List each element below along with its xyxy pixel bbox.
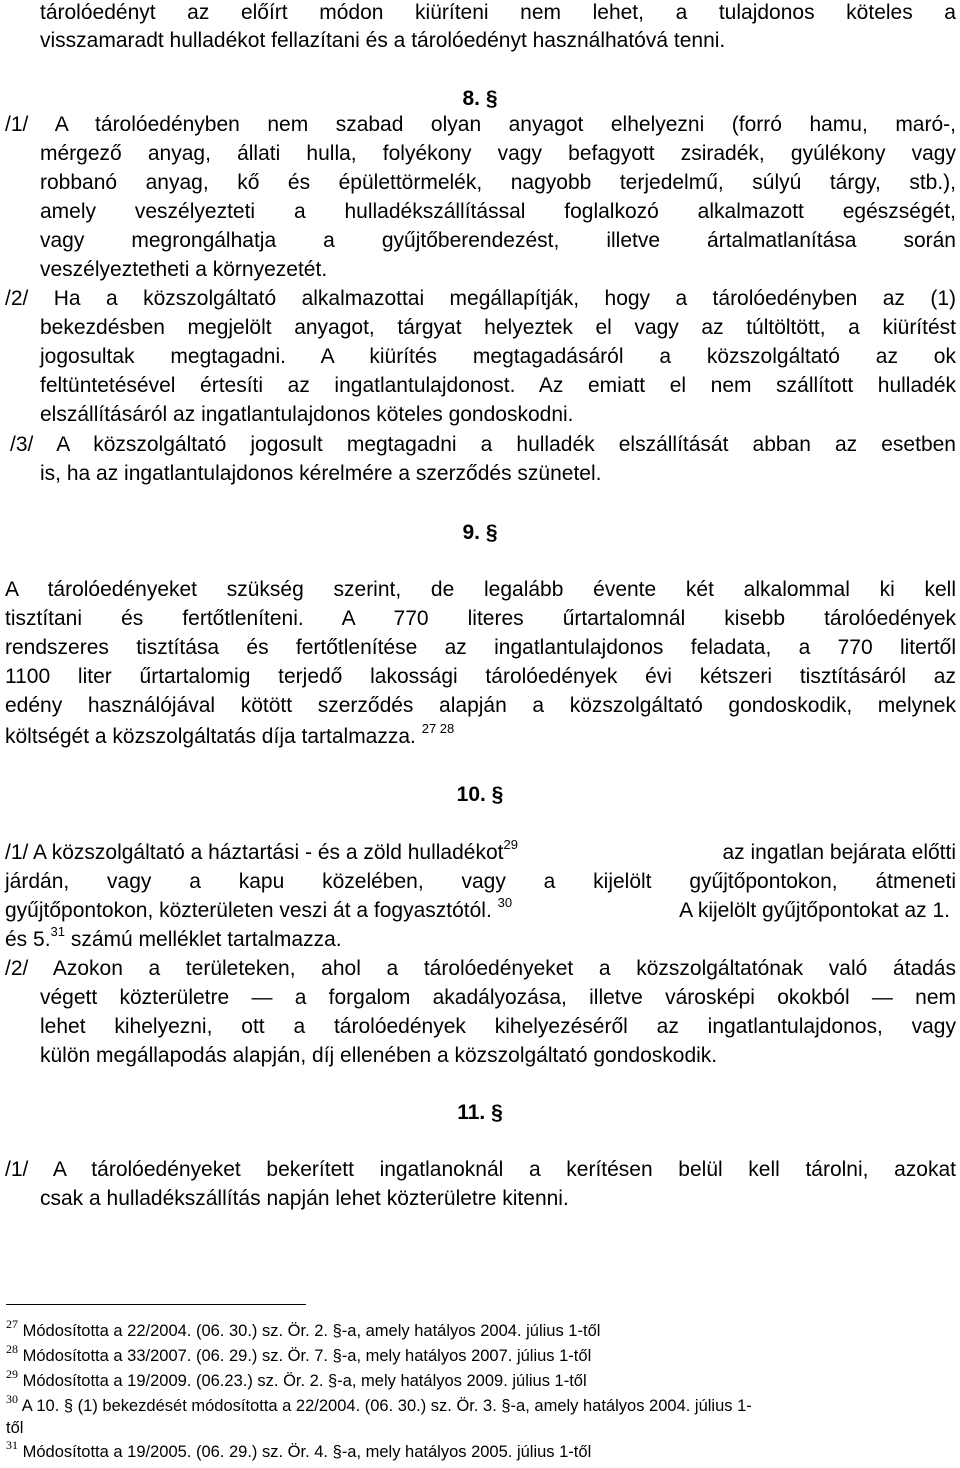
paragraph-line: elszállításáról az ingatlantulajdonos köteles gondoskodni.	[40, 403, 574, 426]
paragraph-line: költségét a közszolgáltatás díja tartalmazza. $^{27 28}$	[5, 721, 455, 748]
paragraph-line: rendszeres tisztítása és fertőtlenítése az ingatlantulajdonos feladata, a 770 litertől	[5, 636, 956, 659]
paragraph-line: veszélyeztetheti a környezetét.	[40, 258, 328, 281]
paragraph-line: /1/ A tárolóedényben nem szabad olyan anyagot elhelyezni (forró hamu, maró-,	[5, 113, 956, 136]
paragraph-line: /1/ A tárolóedényeket bekerített ingatlanoknál a kerítésen belül kell tárolni, azokat	[5, 1158, 956, 1181]
paragraph-line: amely veszélyezteti a hulladékszállítással foglalkozó alkalmazott egészségét,	[40, 200, 956, 223]
paragraph-line: tisztítani és fertőtleníteni. A 770 literes űrtartalomnál kisebb tárolóedények	[5, 607, 956, 630]
paragraph-line: járdán, vagy a kapu közelében, vagy a kijelölt gyűjtőpontokon, átmeneti	[5, 870, 956, 893]
section-heading-9: 9. §	[462, 521, 498, 544]
paragraph-line: robbanó anyag, kő és épülettörmelék, nagyobb terjedelmű, súlyú tárgy, stb.),	[40, 171, 956, 194]
paragraph-line: tárolóedényt az előírt módon kiüríteni nem lehet, a tulajdonos köteles a	[40, 1, 956, 24]
paragraph-line: edény használójával kötött szerződés alapján a közszolgáltató gondoskodik, melynek	[5, 694, 956, 717]
paragraph-line: és 5.31 számú melléklet tartalmazza.	[5, 924, 342, 951]
paragraph-line: 1100 liter űrtartalomig terjedő lakossági tárolóedények évi kétszeri tisztításáról az	[5, 665, 956, 688]
footnote: $^{31}$ Módosította a 19/2005. (06. 29.) sz. Ör. 4. §-a, mely hatályos 2005. július 1-től	[6, 1437, 592, 1461]
footnote-ref[interactable]: 29	[503, 837, 518, 852]
paragraph-line: feltüntetésével értesíti az ingatlantulajdonost. Az emiatt el nem szállított hulladék	[40, 374, 956, 397]
paragraph-line: végett közterületre — a forgalom akadályozása, illetve városképi okokból — nem	[40, 986, 956, 1009]
paragraph-line: jogosultak megtagadni. A kiürítés megtagadásáról a közszolgáltató az ok	[40, 345, 956, 368]
footnote-continuation: től	[6, 1419, 24, 1437]
paragraph-line: mérgező anyag, állati hulla, folyékony vagy befagyott zsiradék, gyúlékony vagy	[40, 142, 956, 165]
footnote-separator	[6, 1304, 306, 1305]
footnote: $^{27}$ Módosította a 22/2004. (06. 30.) sz. Ör. 2. §-a, amely hatályos 2004. július 1-től	[6, 1316, 601, 1340]
section-heading-11: 11. §	[457, 1101, 503, 1124]
paragraph-line: /2/ Azokon a területeken, ahol a tárolóedényeket a közszolgáltatónak való átadás	[5, 957, 956, 980]
footnote-ref[interactable]: 27 28	[421, 721, 455, 736]
paragraph-line: lehet kihelyezni, ott a tárolóedények kihelyezéséről az ingatlantulajdonos, vagy	[40, 1015, 956, 1038]
paragraph-line: /2/ Ha a közszolgáltató alkalmazottai megállapítják, hogy a tárolóedényben az (1)	[5, 287, 956, 310]
paragraph-line: gyűjtőpontokon, közterületen veszi át a fogyasztótól. $^{30}$ A kijelölt gyűjtőpontokat az 1.	[5, 895, 950, 922]
footnote: $^{29}$ Módosította a 19/2009. (06.23.) sz. Ör. 2. §-a, mely hatályos 2009. július 1-től	[6, 1366, 587, 1390]
paragraph-line: is, ha az ingatlantulajdonos kérelmére a szerződés szünetel.	[40, 462, 602, 485]
footnote-ref[interactable]: 30	[497, 895, 513, 910]
paragraph-line: csak a hulladékszállítás napján lehet közterületre kitenni.	[40, 1187, 569, 1210]
footnote-ref[interactable]: 31	[50, 924, 65, 939]
paragraph-line: A tárolóedényeket szükség szerint, de legalább évente két alkalommal ki kell	[5, 578, 956, 601]
section-heading-8: 8. §	[462, 87, 498, 110]
footnote: $^{28}$ Módosította a 33/2007. (06. 29.) sz. Ör. 7. §-a, mely hatályos 2007. július 1-től	[6, 1341, 592, 1365]
paragraph-line: külön megállapodás alapján, díj ellenében a közszolgáltató gondoskodik.	[40, 1044, 718, 1067]
footnote: $^{30}$ A 10. § (1) bekezdését módosította a 22/2004. (06. 30.) sz. Ör. 3. §-a, amely hatályos 2004. július 1-	[6, 1391, 752, 1415]
paragraph-line: visszamaradt hulladékot fellazítani és a tárolóedényt használhatóvá tenni.	[40, 29, 726, 52]
paragraph-line: bekezdésben megjelölt anyagot, tárgyat helyeztek el vagy az túltöltött, a kiürítést	[40, 316, 956, 339]
paragraph-line: vagy megrongálhatja a gyűjtőberendezést, illetve ártalmatlanítása során	[40, 229, 956, 252]
paragraph-line: /1/ A közszolgáltató a háztartási - és a zöld hulladékot$^{29}$ az ingatlan bejárata előtti	[5, 837, 956, 864]
section-heading-10: 10. §	[456, 783, 504, 806]
paragraph-line: /3/ A közszolgáltató jogosult megtagadni a hulladék elszállítását abban az esetben	[10, 433, 956, 456]
